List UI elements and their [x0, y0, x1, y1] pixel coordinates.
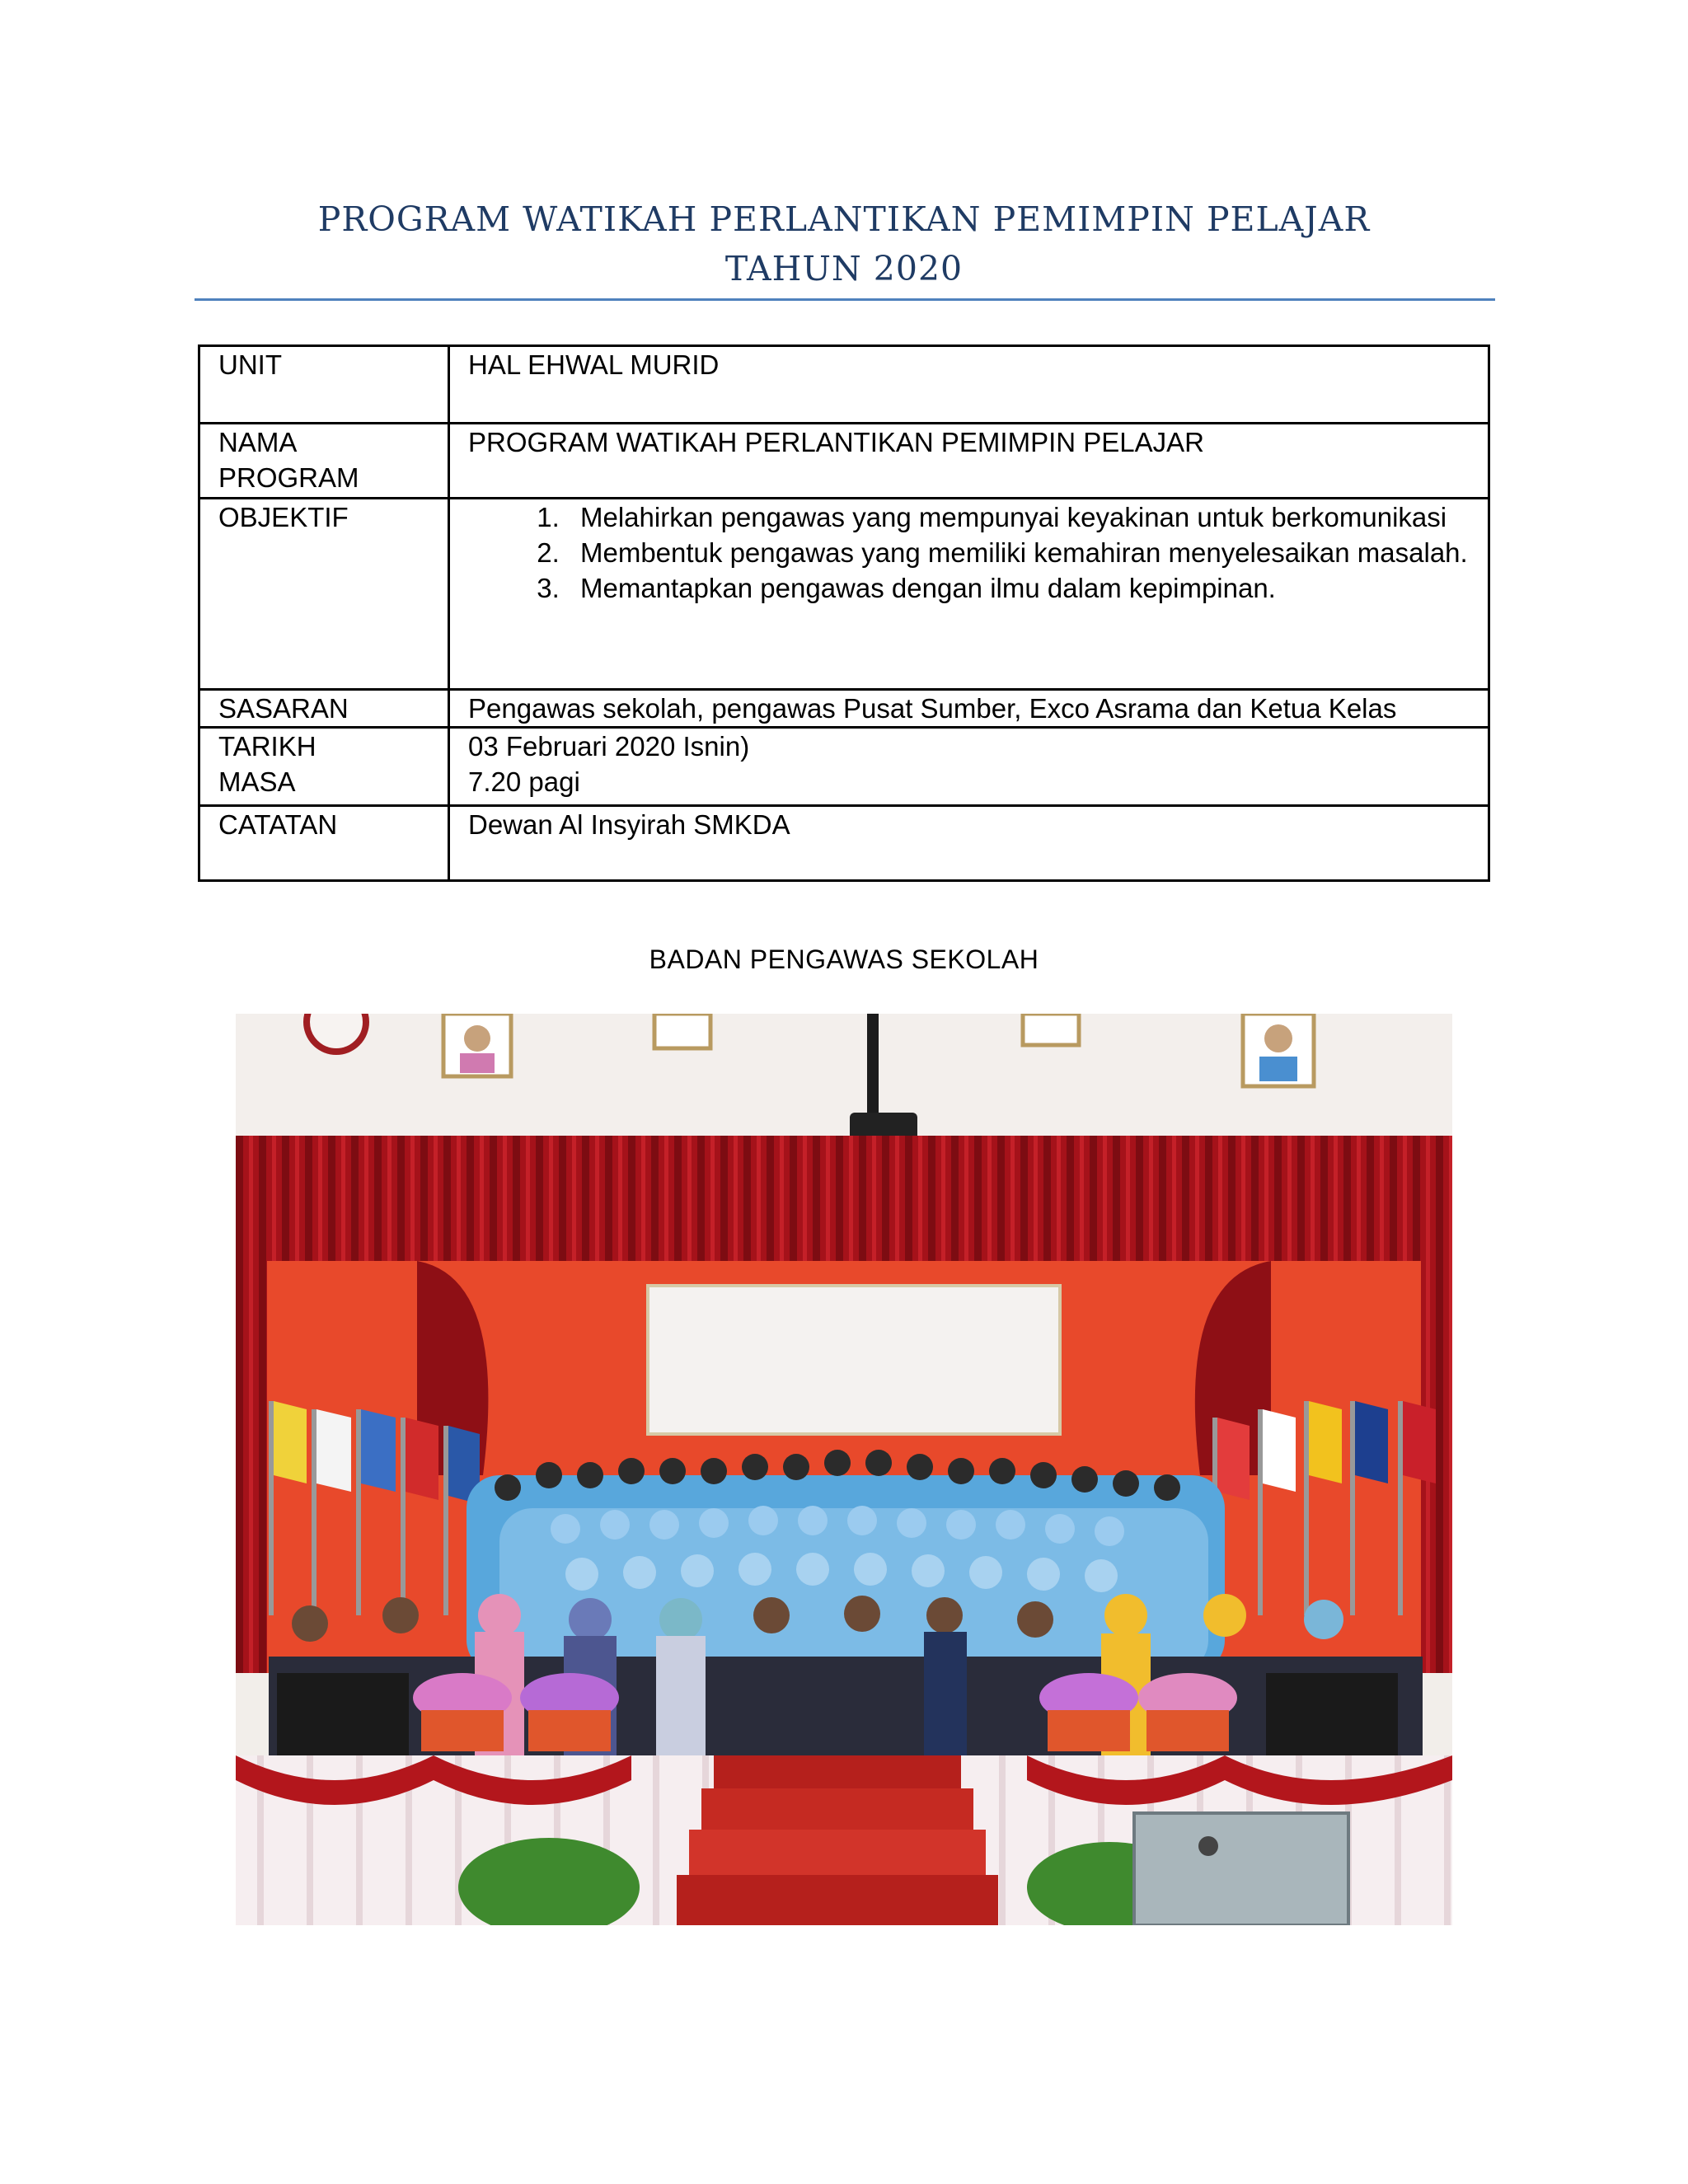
speaker-right — [1266, 1673, 1398, 1764]
sasaran-label: SASARAN — [199, 690, 449, 728]
table-row-sasaran — [199, 690, 1489, 728]
speaker-left — [277, 1673, 409, 1764]
objective-item: 3. Memantapkan pengawas dengan ilmu dalam kepimpinan. — [567, 570, 1488, 606]
objectives-list — [468, 499, 1488, 606]
objektif-label: OBJEKTIF — [199, 499, 449, 690]
section-caption: BADAN PENGAWAS SEKOLAH — [649, 944, 1039, 974]
title-line-1: PROGRAM WATIKAH PERLANTIKAN PEMIMPIN PELAJAR — [317, 199, 1371, 239]
unit-value: HAL EHWAL MURID — [449, 346, 1489, 424]
tarikh-masa-label — [199, 728, 449, 806]
tarikh-label: TARIKH — [218, 731, 316, 762]
group-photo — [236, 1014, 1452, 1925]
catatan-value: Dewan Al Insyirah SMKDA — [449, 806, 1489, 881]
nama-label-line1: NAMA — [218, 427, 298, 457]
nama-program-label — [199, 424, 449, 499]
program-info-table — [198, 344, 1490, 882]
catatan-label: CATATAN — [199, 806, 449, 881]
document-title — [0, 194, 1688, 293]
masa-label: MASA — [218, 766, 296, 797]
projector-mount — [867, 1014, 879, 1121]
masa-value: 7.20 pagi — [468, 766, 580, 797]
group-photo-illustration — [236, 1014, 1452, 1925]
table-row-tarikh-masa — [199, 728, 1489, 806]
objektif-value — [449, 499, 1489, 690]
tarikh-masa-value — [449, 728, 1489, 806]
portrait-frame — [1023, 1014, 1079, 1045]
unit-label: UNIT — [199, 346, 449, 424]
objective-item: 2. Membentuk pengawas yang memiliki kemahiran menyelesaikan masalah. — [567, 535, 1488, 570]
podium-cart — [1134, 1813, 1348, 1925]
table-row-objektif — [199, 499, 1489, 690]
objective-item: 1. Melahirkan pengawas yang mempunyai keyakinan untuk berkomunikasi — [567, 499, 1488, 535]
top-curtain — [236, 1136, 1452, 1268]
stage-banner-board — [648, 1286, 1060, 1434]
table-row-catatan — [199, 806, 1489, 881]
table-row-unit — [199, 346, 1489, 424]
nama-program-value: PROGRAM WATIKAH PERLANTIKAN PEMIMPIN PELAJAR — [449, 424, 1489, 499]
table-row-nama-program — [199, 424, 1489, 499]
portrait-frame — [654, 1014, 710, 1048]
clock-icon — [307, 1014, 366, 1052]
tarikh-value: 03 Februari 2020 Isnin) — [468, 731, 750, 762]
stage-stairs — [677, 1755, 998, 1925]
title-line-2: TAHUN 2020 — [724, 249, 964, 288]
title-underline — [195, 298, 1495, 301]
sasaran-value: Pengawas sekolah, pengawas Pusat Sumber, Exco Asrama dan Ketua Kelas — [449, 690, 1489, 728]
nama-label-line2: PROGRAM — [218, 462, 359, 493]
